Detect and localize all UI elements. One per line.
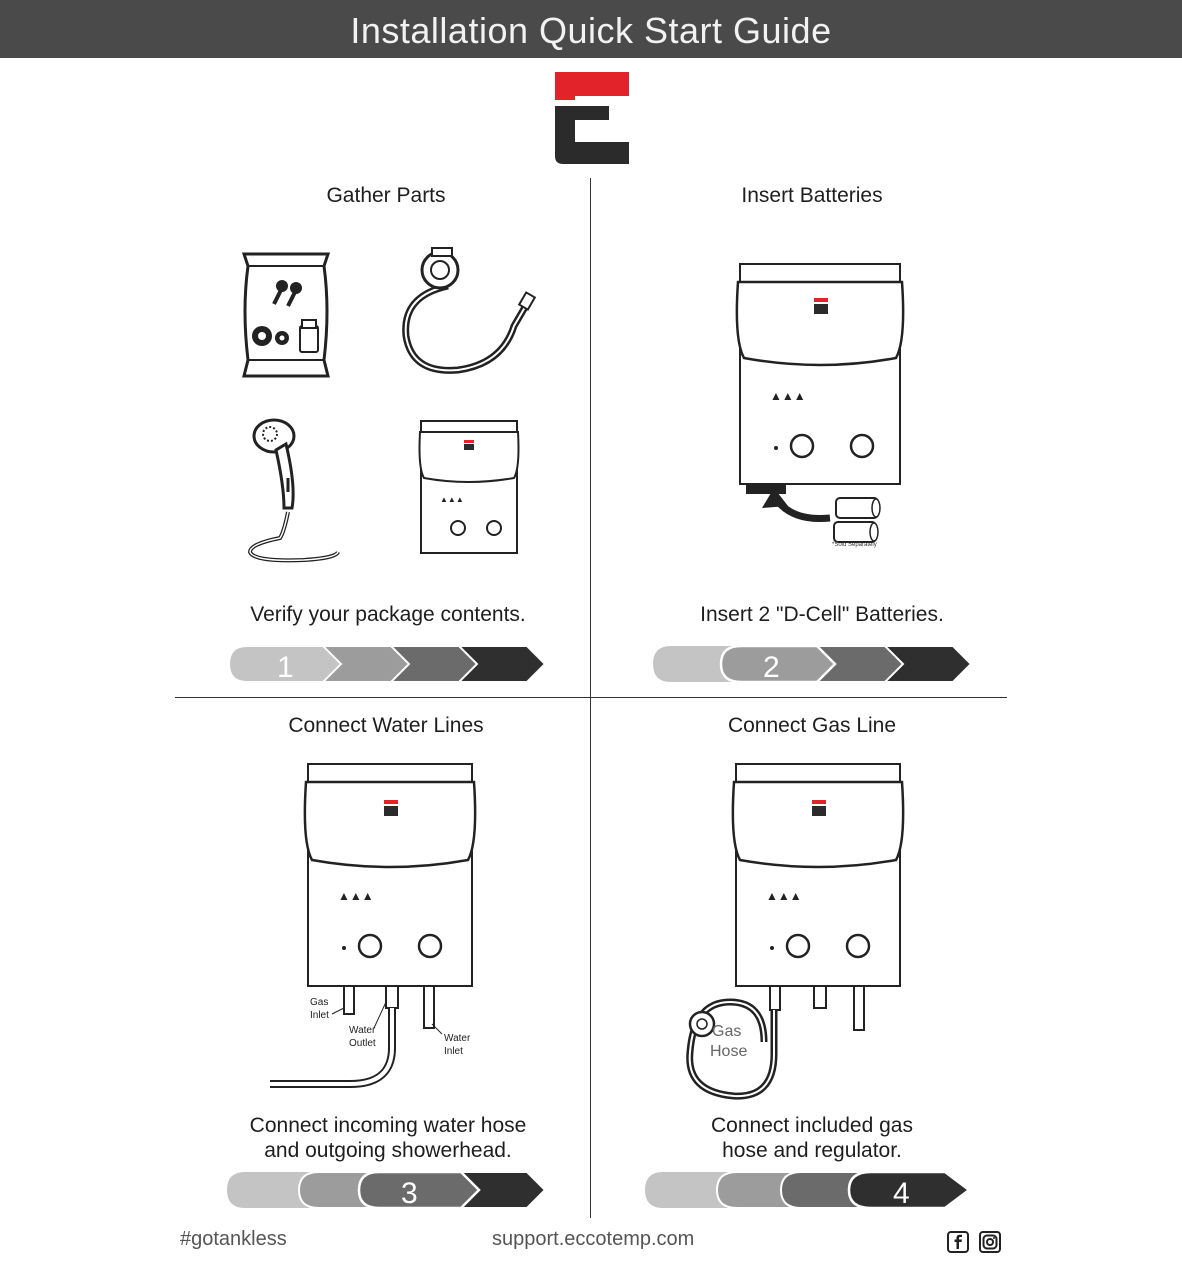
step3-number: 3 bbox=[401, 1177, 418, 1210]
step1-title: Gather Parts bbox=[326, 184, 446, 207]
vertical-divider bbox=[590, 178, 591, 1218]
water-heater-small-illustration bbox=[418, 418, 520, 556]
sold-separately-note: *Sold Separately bbox=[832, 542, 877, 548]
gas-hose-illustration bbox=[398, 246, 538, 378]
hashtag-text: #gotankless bbox=[180, 1228, 287, 1250]
step2-number: 2 bbox=[763, 651, 780, 684]
step1-progress bbox=[227, 644, 547, 684]
facebook-icon[interactable] bbox=[947, 1231, 969, 1253]
step1-number: 1 bbox=[277, 651, 294, 684]
water-outlet-label: Water Outlet bbox=[349, 1025, 376, 1049]
svg-text:▲▲▲: ▲▲▲ bbox=[770, 389, 806, 403]
step3-caption: Connect incoming water hose and outgoing showerhead. bbox=[249, 1114, 527, 1162]
eccotemp-logo bbox=[555, 72, 629, 164]
step3-title: Connect Water Lines bbox=[288, 714, 484, 737]
battery-heater-illustration bbox=[730, 260, 910, 556]
step2-title: Insert Batteries bbox=[741, 184, 883, 207]
step1-caption: Verify your package contents. bbox=[250, 603, 526, 626]
instagram-icon[interactable] bbox=[979, 1231, 1001, 1253]
page-title: Installation Quick Start Guide bbox=[350, 10, 832, 51]
svg-text:▲▲▲: ▲▲▲ bbox=[766, 889, 802, 903]
support-link[interactable]: support.eccotemp.com bbox=[492, 1228, 695, 1250]
step2-caption: Insert 2 "D-Cell" Batteries. bbox=[700, 603, 944, 626]
water-inlet-label: Water Inlet bbox=[444, 1033, 471, 1057]
step4-title: Connect Gas Line bbox=[727, 714, 897, 737]
step3-progress bbox=[225, 1170, 549, 1210]
gas-inlet-label: Gas Inlet bbox=[310, 997, 329, 1021]
step4-progress bbox=[643, 1170, 973, 1210]
step2-progress bbox=[651, 644, 975, 684]
showerhead-illustration bbox=[244, 416, 344, 564]
parts-bag-illustration bbox=[238, 250, 334, 380]
svg-text:▲▲▲: ▲▲▲ bbox=[440, 495, 464, 504]
gas-hose-label: Gas Hose bbox=[710, 1023, 748, 1060]
step4-number: 4 bbox=[893, 1177, 910, 1210]
page-header bbox=[0, 0, 1182, 58]
step4-caption: Connect included gas hose and regulator. bbox=[711, 1114, 913, 1162]
horizontal-divider bbox=[175, 697, 1007, 698]
svg-text:▲▲▲: ▲▲▲ bbox=[338, 889, 374, 903]
